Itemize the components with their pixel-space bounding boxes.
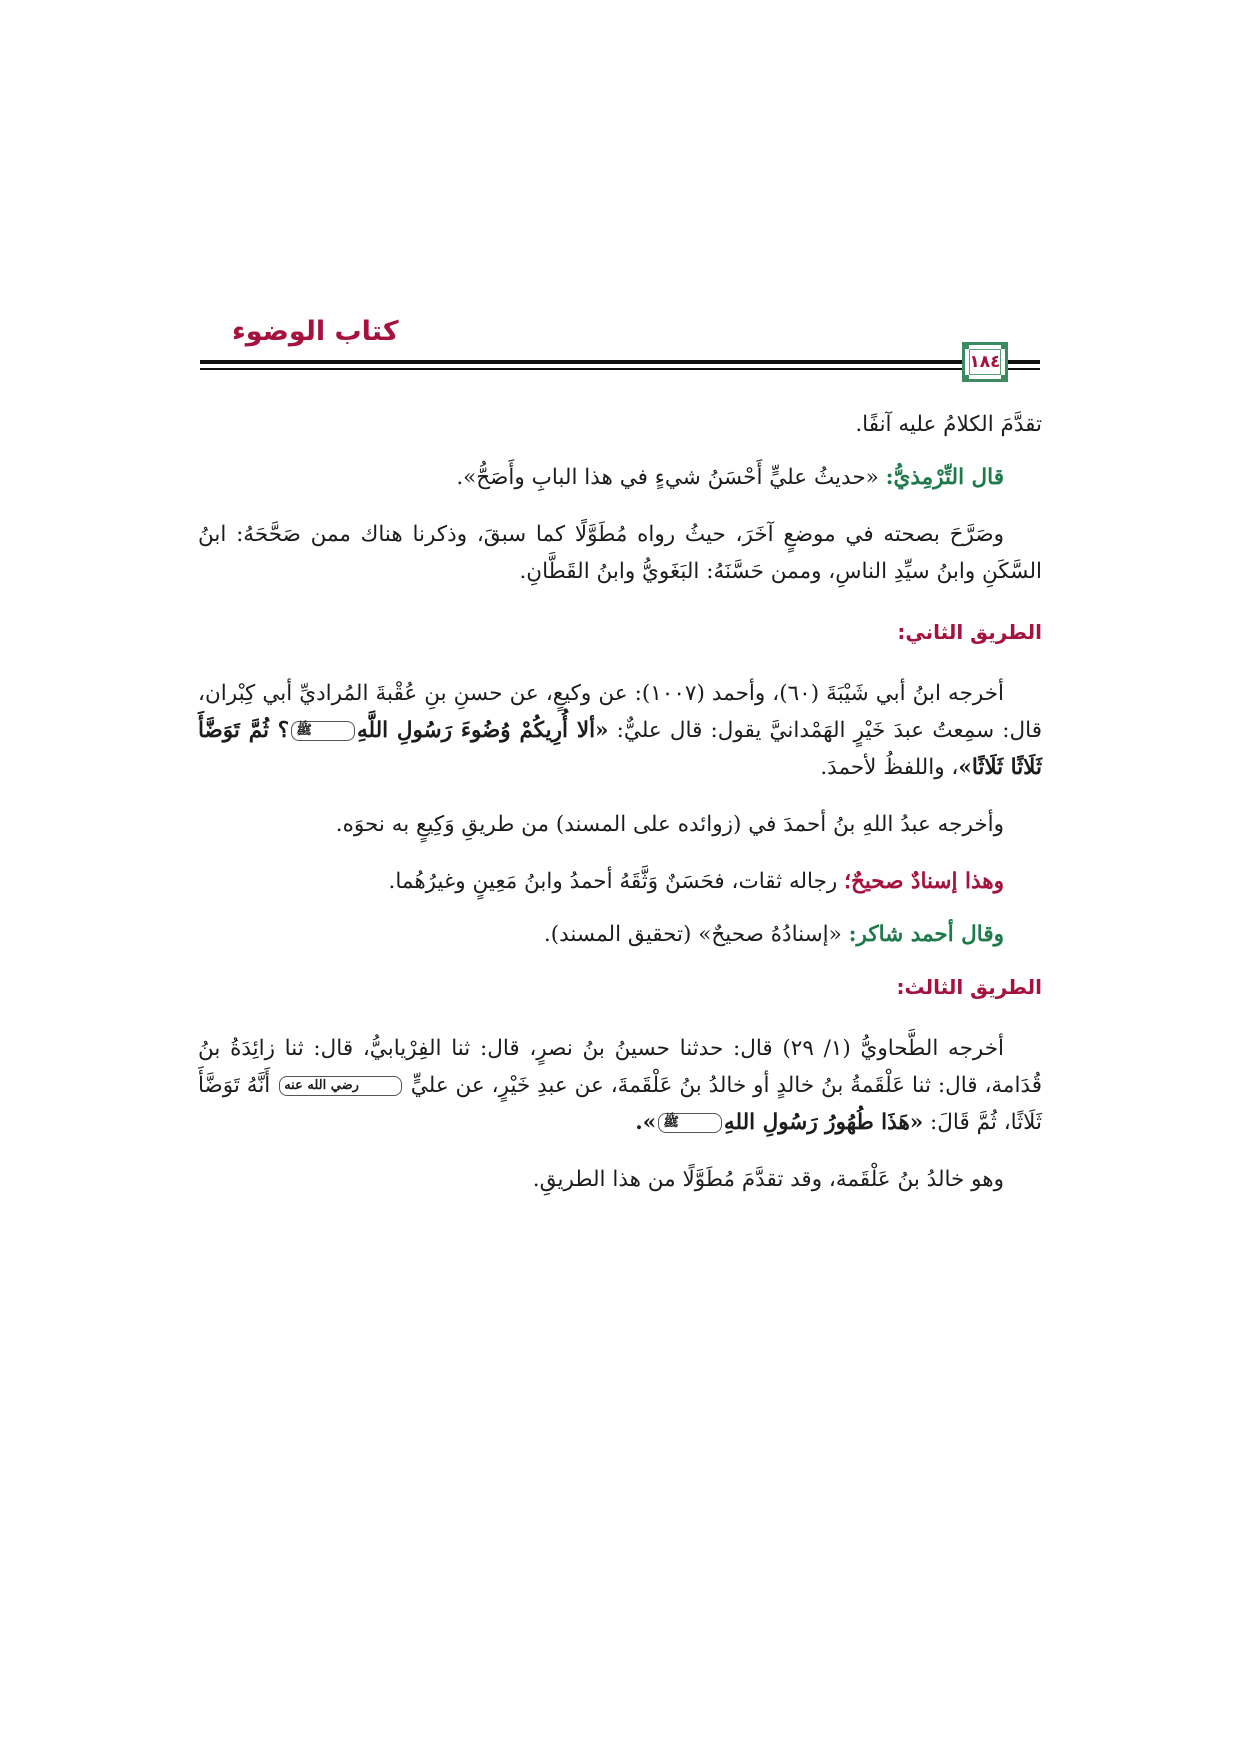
paragraph-6 (198, 863, 1042, 900)
paragraph-4-end: ، واللفظُ لأحمدَ. (820, 755, 959, 780)
paragraph-8-text: أخرجه الطَّحاويُّ (١/ ٢٩) قال: حدثنا حسينُ بنُ نصرٍ، قال: ثنا الفِرْيابيُّ، قال: ثنا زائِدَةُ بنُ قُدَامة، قال: ثنا عَلْقَمةُ بنُ خالدٍ أو خالدُ بنُ عَلْقَمةَ، عن عبدِ خَيْرٍ، عن عليٍّ (198, 1036, 1042, 1098)
page-number: ١٨٤ (969, 349, 1001, 375)
salutation-icon: ﷺ (658, 1113, 722, 1133)
paragraph-5: وأخرجه عبدُ اللهِ بنُ أحمدَ في (زوائده على المسند) من طريقِ وَكِيعٍ به نحوَه. (335, 812, 1004, 837)
badge-ornament-icon (1001, 375, 1006, 380)
section-heading-third-route (198, 969, 1042, 1006)
paragraph-9: وهو خالدُ بنُ عَلْقَمة، وقد تقدَّمَ مُطَوَّلًا من هذا الطريقِ. (532, 1167, 1004, 1192)
paragraph-8 (198, 1030, 1042, 1141)
header-rule-tail (1008, 360, 1040, 364)
book-title: كتاب الوضوء (232, 316, 399, 347)
paragraph-3: وصَرَّحَ بصحته في موضعٍ آخَرَ، حيثُ رواه مُطَوَّلًا كما سبقَ، وذكرنا هناك ممن صَحَّحَهُ: ابنُ السَّكَنِ وابنُ سيِّدِ الناسِ، وممن حَسَّنَهُ: البَغَويُّ وابنُ القَطَّانِ. (198, 522, 1042, 584)
paragraph-4 (198, 675, 1042, 786)
shakir-quote: «إسنادُهُ صحيحٌ» (تحقيق المسند). (543, 922, 849, 947)
paragraph-7 (198, 916, 1042, 953)
paragraph-4-text: أخرجه ابنُ أبي شَيْبَةَ (٦٠)، وأحمد (١٠٠٧): عن وكيعٍ، عن حسنِ بنِ عُقْبةَ المُراديِّ أبي كِبْران، قال: سمِعتُ عبدَ خَيْرٍ الهَمْدانيَّ يقول: قال عليٌّ: (198, 681, 1042, 743)
paragraph-1: تقدَّمَ الكلامُ عليه آنفًا. (855, 412, 1042, 437)
hadith-end: ». (635, 1110, 657, 1135)
shakir-label: وقال أحمد شاكر: (848, 922, 1004, 947)
section-title: الطريق الثالث: (896, 975, 1042, 999)
hadith-text-2: ؟ ثُمَّ تَوَضَّأَ ثَلَاثًا ثَلَاثًا» (198, 718, 1042, 780)
header-rule-tail-thin (1008, 368, 1040, 370)
salutation-icon: ﷺ (291, 721, 355, 741)
isnad-label: وهذا إسنادٌ صحيحٌ؛ (844, 869, 1004, 894)
hadith-text: «هَذَا طُهُورُ رَسُولِ اللهِ (723, 1110, 924, 1135)
tirmidhi-quote: «حديثُ عليٍّ أَحْسَنُ شيءٍ في هذا البابِ وأَصَحُّ». (456, 465, 886, 490)
header-rule-thin (200, 368, 962, 370)
tirmidhi-label: قال التِّرْمِذيُّ: (885, 465, 1004, 490)
badge-ornament-icon (964, 375, 969, 380)
paragraph-2 (198, 459, 1042, 496)
radiya-icon: رضي الله عنه (279, 1076, 402, 1096)
page-body (198, 406, 1042, 1198)
badge-ornament-icon (1001, 344, 1006, 349)
paragraph-8-text-2: أَنَّهُ تَوَضَّأَ ثَلَاثًا، ثُمَّ قَالَ: (198, 1073, 1042, 1135)
section-title: الطريق الثاني: (897, 620, 1042, 644)
section-heading-second-route (198, 614, 1042, 651)
isnad-text: رجاله ثقات، فحَسَنٌ وَثَّقَهُ أحمدُ وابنُ مَعِينٍ وغيرُهُما. (388, 869, 845, 894)
page-number-badge (962, 342, 1008, 382)
page-header (200, 312, 1040, 384)
header-rule (200, 360, 962, 364)
hadith-text: «ألا أُرِيكُمْ وُضُوءَ رَسُولِ اللَّهِ (356, 718, 609, 743)
